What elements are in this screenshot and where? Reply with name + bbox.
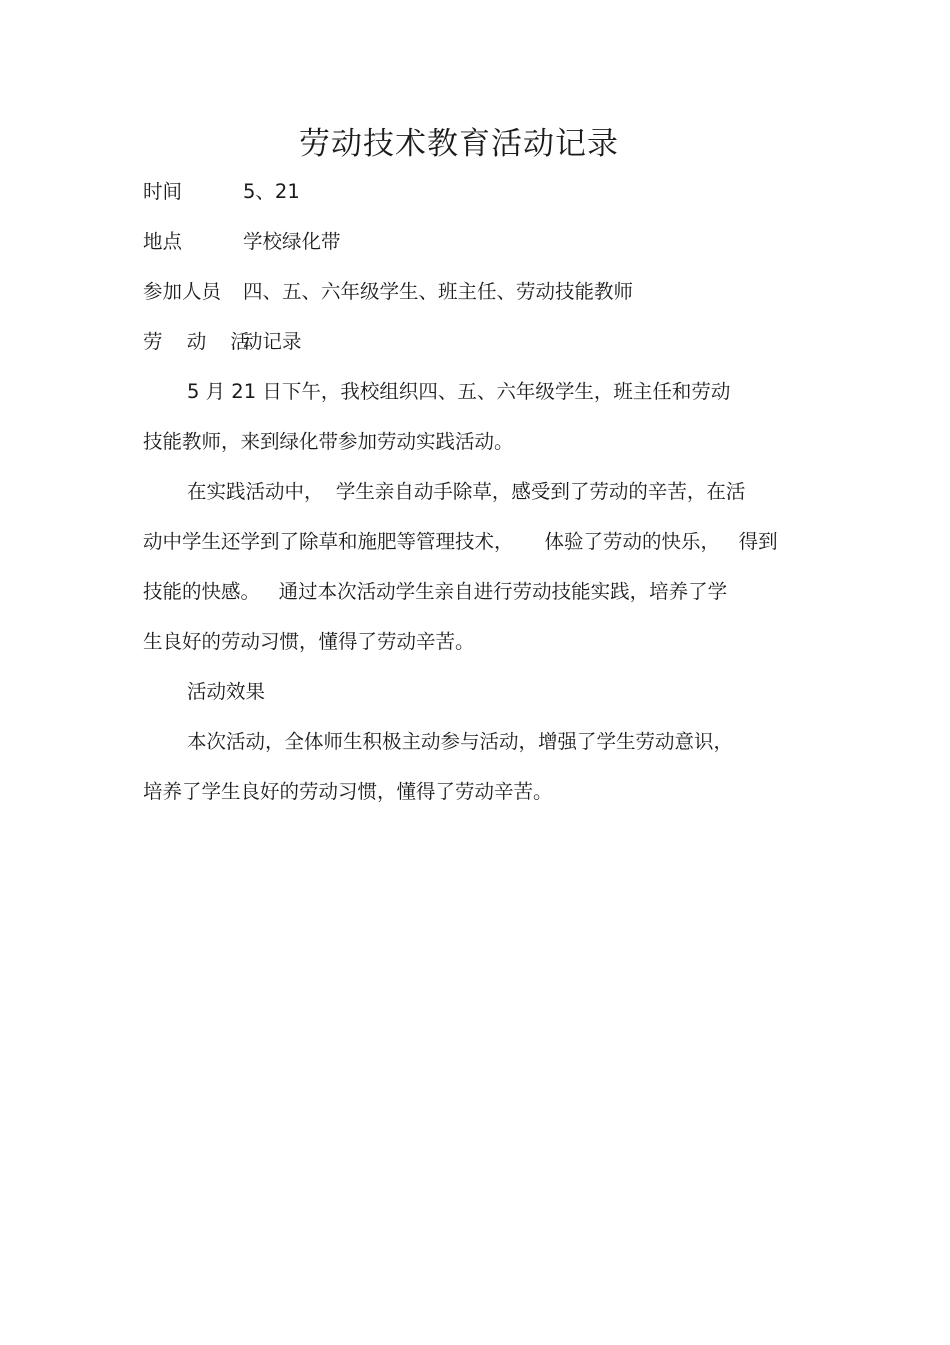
record-label: 劳 动 活 [143,330,259,353]
record-paragraph-1-line-2: 技能教师，来到绿化带参加劳动实践活动。 [143,430,514,453]
record-value: 动记录 [243,330,302,353]
participants-value: 四、五、六年级学生、班主任、劳动技能教师 [243,280,634,303]
place-row [143,227,341,257]
effect-paragraph-line-1: 本次活动，全体师生积极主动参与活动，增强了学生劳动意识， [187,730,734,753]
record-row [143,327,302,357]
time-value: 5、21 [243,180,300,203]
record-paragraph-2-line-1: 在实践活动中， 学生亲自动手除草，感受到了劳动的辛苦，在活 [187,480,746,503]
effect-heading: 活动效果 [187,680,266,703]
time-row [143,177,300,207]
place-value: 学校绿化带 [243,230,341,253]
effect-paragraph-line-2: 培养了学生良好的劳动习惯，懂得了劳动辛苦。 [143,780,553,803]
record-paragraph-1-line-1: 5 月 21 日下午，我校组织四、五、六年级学生，班主任和劳动 [187,380,731,403]
participants-row [143,277,633,307]
record-paragraph-2-line-4: 生良好的劳动习惯，懂得了劳动辛苦。 [143,630,475,653]
record-paragraph-2-line-2: 动中学生还学到了除草和施肥等管理技术， 体验了劳动的快乐， 得到 [143,530,778,553]
document-title: 劳动技术教育活动记录 [299,126,619,162]
place-label: 地点 [143,230,183,253]
time-label: 时间 [143,180,183,203]
participants-label: 参加人员 [143,280,222,303]
record-paragraph-2-line-3: 技能的快感。 通过本次活动学生亲自进行劳动技能实践，培养了学 [143,580,728,603]
